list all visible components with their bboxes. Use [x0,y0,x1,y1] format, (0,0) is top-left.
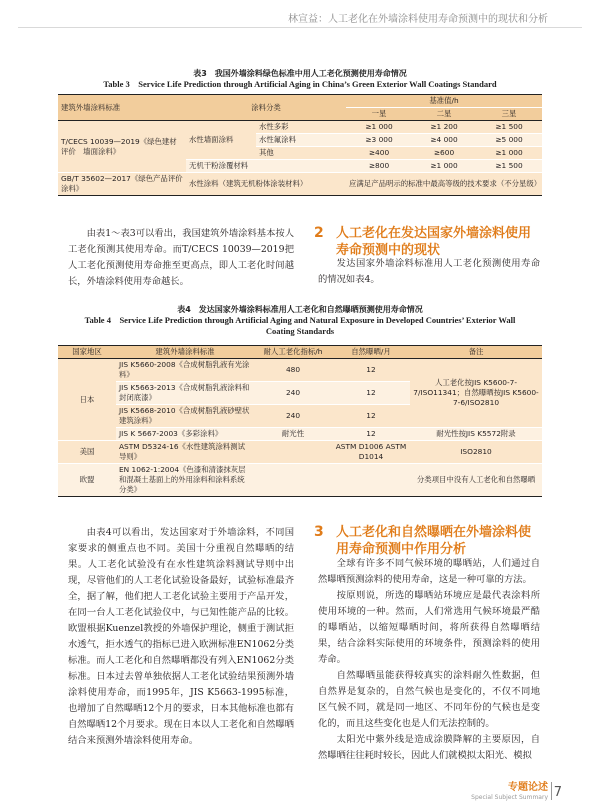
section-3-title: 人工老化和自然曝晒在外墙涂料使用寿命预测中作用分析 [336,525,532,557]
table3-cell: ≥800 [346,160,412,173]
table4-header-region: 国家地区 [58,346,116,359]
table3-header-star1: 一星 [346,108,412,121]
footer-column [471,782,548,802]
table4-caption-en: Table 4 Service Life Prediction through Artificial Aging and Natural Exposure in Developed Countries’ Exterior Wall [84,315,516,325]
table3-cell: ≥5 000 [476,134,542,147]
table4-header-remark: 备注 [410,346,542,359]
table3-cell: ≥1 500 [476,160,542,173]
paragraph-section2-intro [318,256,540,288]
table3-cell: ≥4 000 [412,134,476,147]
section-3-heading [314,524,544,558]
section-3-number: 3 [314,524,324,540]
table3-std-gb: GB/T 35602—2017《绿色产品评价涂料》 [58,173,186,196]
table3-cat-waterborne-wall: 水性墙面涂料 [186,121,256,160]
table3 [58,94,542,196]
paragraph-table4-analysis [68,525,294,749]
section-3-body [318,556,540,764]
table3-std-cecs: T/CECS 10039—2019《绿色建材评价 墙面涂料》 [58,121,186,173]
paragraph-text: 发达国家外墙涂料标准用人工老化预测使用寿命的情况如表4。 [318,258,540,285]
page-number: 7 [553,785,562,800]
table4-std: JIS K5668-2010《合成树脂乳液砂壁状建筑涂料》 [116,405,254,428]
table4-exposure: 12 [332,428,410,441]
table3-header-star3: 三星 [476,108,542,121]
paragraph-text: 自然曝晒虽能获得较真实的涂料耐久性数据，但自然界是复杂的，自然气候也是变化的，不仅不同地区气候不同，就是同一地区、不同年份的气候也是变化的，而且这些变化也是人们无法控制的。 [318,670,540,729]
table4 [58,345,542,497]
table4-region-eu: 欧盟 [58,464,116,497]
table4-region-japan: 日本 [58,359,116,441]
table4-exposure: 12 [332,359,410,382]
table3-cell: ≥1 000 [412,160,476,173]
paragraph-text: 由表1～表3可以看出，我国建筑外墙涂料基本按人工老化预测其使用寿命。而T/CECS 10039—2019把人工老化预测使用寿命推至更高点，即人工老化时间越长，外墙涂料使用寿命越长。 [68,228,294,287]
table3-cell: ≥400 [346,147,412,160]
table3-cell: ≥3 000 [346,134,412,147]
table3-cell: ≥1 000 [346,121,412,134]
table4-exposure: 12 [332,382,410,405]
table4-exposure: 12 [332,405,410,428]
table3-cat-gb: 水性涂料（建筑无机粉体涂装材料） [186,173,346,196]
table4-remark-usa: ISO2810 [410,441,542,464]
table4-aging: 240 [254,405,332,428]
table4-header-exposure: 自然曝晒/月 [332,346,410,359]
paragraph-tables-summary [68,226,294,290]
paragraph-text: 由表4可以看出，发达国家对于外墙涂料，不同国家要求的侧重点也不同。美国十分重视自然曝晒的结果。人工老化试验没有在水性建筑涂料测试导则中出现，尽管他们的人工老化试验设备最好，试验标准最齐全，据了解，他们把人工老化试验主要用于产品开发，在同一台人工老化试验仪中，与已知性能产品的比较。欧盟根据Kuenzel教授的外墙保护理论，侧重于测试拒水透气，拒水透气的指标已进入欧洲标准EN1062分类标准。而人工老化和自然曝晒都没有列入EN1062分类标准。日本过去曾单独依据人工老化试验结果预测外墙涂料使用寿命，而1995年，JIS K5663-1995标准，也增加了自然曝晒12个月的要求，日本其他标准也都有自然曝晒12个月要求。现在日本以人工老化和自然曝晒结合来预测外墙涂料使用寿命。 [68,527,294,746]
table3-caption-cn: 表3 我国外墙涂料绿色标准中用人工老化预测使用寿命情况 [193,69,407,78]
table4-header-aging: 耐人工老化指标/h [254,346,332,359]
table3-cell: ≥600 [412,147,476,160]
table4-std: ASTM D5324-16《水性建筑涂料测试导则》 [116,441,254,464]
table4-exposure: ASTM D1006 ASTM D1014 [332,441,410,464]
table3-cell: ≥1 500 [476,121,542,134]
table3-sub: 其他 [256,147,346,160]
table3-header-base: 基准值/h [346,95,542,108]
table3-caption-en: Table 3 Service Life Prediction through Artificial Aging in China’s Green Exterior Wall Coatings Standard [103,79,497,89]
section-2-heading [314,225,544,259]
section-2-number: 2 [314,225,324,241]
header-rule [18,27,582,28]
table3-cell: ≥1 200 [412,121,476,134]
table4-std: JIS K5663-2013《合成树脂乳液涂料和封闭底漆》 [116,382,254,405]
table4-exposure-empty [332,464,410,497]
table4-header-standard: 建筑外墙涂料标准 [116,346,254,359]
table4-caption-en-2: Coating Standards [265,326,335,336]
table3-sub: 水性氟涂料 [256,134,346,147]
table3-note-gb: 应满足产品明示的标准中最高等级的技术要求（不分星级） [346,173,542,196]
table4-remark-japan: 人工老化按JIS K5600-7-7/ISO11341；自然曝晒按JIS K5600-7-6/ISO2810 [410,359,542,428]
table4-aging-empty [254,441,332,464]
paragraph-text: 太阳光中紫外线是造成涂膜降解的主要原因，自然曝晒往往耗时较长，因此人们就模拟太阳光、模拟 [318,734,540,761]
table3-header-star2: 二星 [412,108,476,121]
table4-remark-eu: 分类项目中没有人工老化和自然曝晒 [410,464,542,497]
paragraph-text: 按原则说，所选的曝晒站环境应是最代表涂料所使用环境的一种。然而，人们常选用气候环境最严酷的曝晒站，以缩短曝晒时间，将所获得自然曝晒结果，结合涂料实际使用的环境条件，预测涂料的使用寿命。 [318,590,540,665]
table4-std: EN 1062-1:2004《色漆和清漆抹灰层和混凝土基面上的外用涂料和涂料系统分类》 [116,464,254,497]
table3-cat-dry-mix: 无机干粉涂覆材料 [186,160,346,173]
table3-header-category: 涂料分类 [186,95,346,121]
table4-std: JIS K 5667-2003《多彩涂料》 [116,428,254,441]
table4-aging-empty [254,464,332,497]
footer-column-name: 专题论述 [508,782,548,793]
table4-caption-cn: 表4 发达国家外墙涂料标准用人工老化和自然曝晒预测使用寿命情况 [177,305,423,314]
footer-divider [551,782,552,800]
table4-aging: 240 [254,382,332,405]
table3-cell: ≥1 000 [476,147,542,160]
section-2-title: 人工老化在发达国家外墙涂料使用寿命预测中的现状 [336,226,532,258]
table4-std: JIS K5660-2008《合成树脂乳液有光涂料》 [116,359,254,382]
table3-header-standard: 建筑外墙涂料标准 [58,95,186,121]
table4-region-usa: 美国 [58,441,116,464]
table3-caption [0,68,600,90]
table4-aging: 耐光性 [254,428,332,441]
table4-caption [0,304,600,337]
paragraph-text: 全球有许多不同气候环境的曝晒站，人们通过自然曝晒预测涂料的使用寿命，这是一种可靠的方法。 [318,558,540,585]
table3-sub: 水性多彩 [256,121,346,134]
footer-column-en: Special Subject Summary [471,794,548,801]
running-header: 林宣益：人工老化在外墙涂料使用寿命预测中的现状和分析 [288,14,548,25]
table4-aging: 480 [254,359,332,382]
table4-remark-japan-last: 耐光性按JIS K5572附录 [410,428,542,441]
